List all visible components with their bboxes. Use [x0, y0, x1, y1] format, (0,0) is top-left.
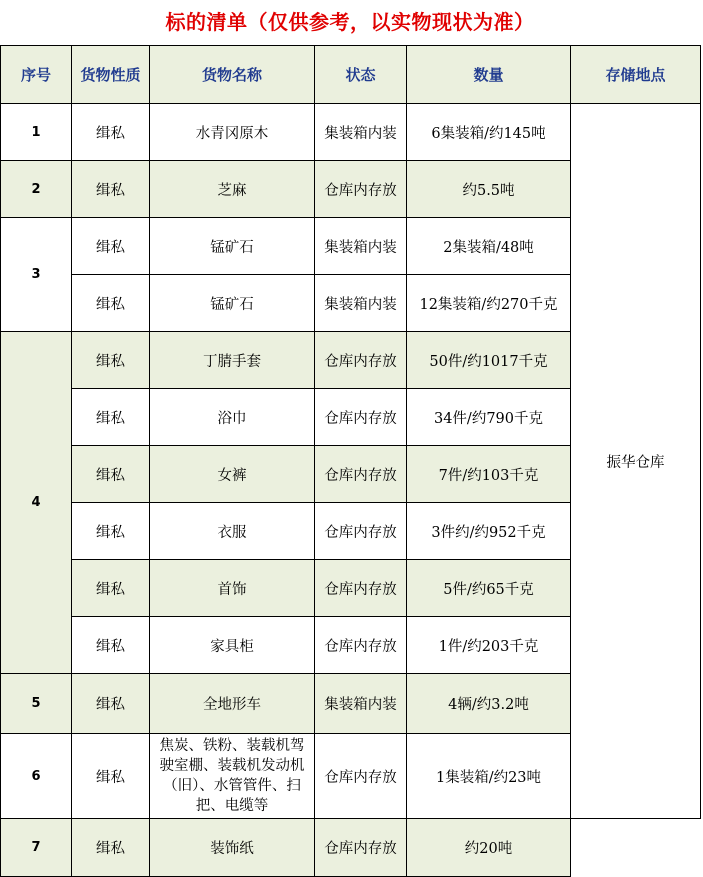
location-cell: 振华仓库: [571, 104, 701, 819]
nature-cell: 缉私: [72, 104, 150, 161]
cargo-table: [0, 45, 701, 877]
header-location: 存储地点: [571, 46, 701, 104]
seq-cell: 5: [1, 674, 72, 734]
name-cell: 锰矿石: [150, 275, 315, 332]
seq-cell: 2: [1, 161, 72, 218]
nature-cell: 缉私: [72, 560, 150, 617]
name-cell: 家具柜: [150, 617, 315, 674]
name-cell: 焦炭、铁粉、装载机驾驶室棚、装载机发动机（旧）、水管管件、扫把、电缆等: [150, 734, 315, 819]
nature-cell: 缉私: [72, 218, 150, 275]
name-cell: 装饰纸: [150, 819, 315, 877]
quantity-cell: 5件/约65千克: [407, 560, 571, 617]
page-title: 标的清单（仅供参考，以实物现状为准）: [165, 10, 535, 34]
nature-cell: 缉私: [72, 332, 150, 389]
name-cell: 水青冈原木: [150, 104, 315, 161]
quantity-cell: 约5.5吨: [407, 161, 571, 218]
nature-cell: 缉私: [72, 734, 150, 819]
quantity-cell: 1集装箱/约23吨: [407, 734, 571, 819]
status-cell: 仓库内存放: [315, 819, 407, 877]
name-cell: 女裤: [150, 446, 315, 503]
quantity-cell: 约20吨: [407, 819, 571, 877]
quantity-cell: 3件约/约952千克: [407, 503, 571, 560]
nature-cell: 缉私: [72, 819, 150, 877]
nature-cell: 缉私: [72, 389, 150, 446]
header-nature: 货物性质: [72, 46, 150, 104]
seq-cell: 4: [1, 332, 72, 674]
status-cell: 仓库内存放: [315, 617, 407, 674]
name-cell: 锰矿石: [150, 218, 315, 275]
name-cell: 丁腈手套: [150, 332, 315, 389]
quantity-cell: 34件/约790千克: [407, 389, 571, 446]
name-cell: 首饰: [150, 560, 315, 617]
nature-cell: 缉私: [72, 617, 150, 674]
nature-cell: 缉私: [72, 674, 150, 734]
header-row: [1, 46, 701, 104]
status-cell: 集装箱内装: [315, 674, 407, 734]
status-cell: 仓库内存放: [315, 389, 407, 446]
status-cell: 仓库内存放: [315, 503, 407, 560]
header-name: 货物名称: [150, 46, 315, 104]
header-quantity: 数量: [407, 46, 571, 104]
name-cell: 衣服: [150, 503, 315, 560]
status-cell: 集装箱内装: [315, 104, 407, 161]
quantity-cell: 4辆/约3.2吨: [407, 674, 571, 734]
table-row: [1, 104, 701, 161]
status-cell: 仓库内存放: [315, 332, 407, 389]
seq-cell: 3: [1, 218, 72, 332]
seq-cell: 1: [1, 104, 72, 161]
status-cell: 仓库内存放: [315, 161, 407, 218]
quantity-cell: 7件/约103千克: [407, 446, 571, 503]
status-cell: 仓库内存放: [315, 446, 407, 503]
table-row: [1, 819, 701, 877]
quantity-cell: 12集装箱/约270千克: [407, 275, 571, 332]
status-cell: 仓库内存放: [315, 734, 407, 819]
name-cell: 全地形车: [150, 674, 315, 734]
seq-cell: 6: [1, 734, 72, 819]
quantity-cell: 6集装箱/约145吨: [407, 104, 571, 161]
nature-cell: 缉私: [72, 446, 150, 503]
name-cell: 浴巾: [150, 389, 315, 446]
nature-cell: 缉私: [72, 503, 150, 560]
status-cell: 集装箱内装: [315, 275, 407, 332]
status-cell: 仓库内存放: [315, 560, 407, 617]
quantity-cell: 1件/约203千克: [407, 617, 571, 674]
status-cell: 集装箱内装: [315, 218, 407, 275]
nature-cell: 缉私: [72, 275, 150, 332]
header-seq: 序号: [1, 46, 72, 104]
header-status: 状态: [315, 46, 407, 104]
seq-cell: 7: [1, 819, 72, 877]
quantity-cell: 50件/约1017千克: [407, 332, 571, 389]
quantity-cell: 2集装箱/48吨: [407, 218, 571, 275]
nature-cell: 缉私: [72, 161, 150, 218]
name-cell: 芝麻: [150, 161, 315, 218]
